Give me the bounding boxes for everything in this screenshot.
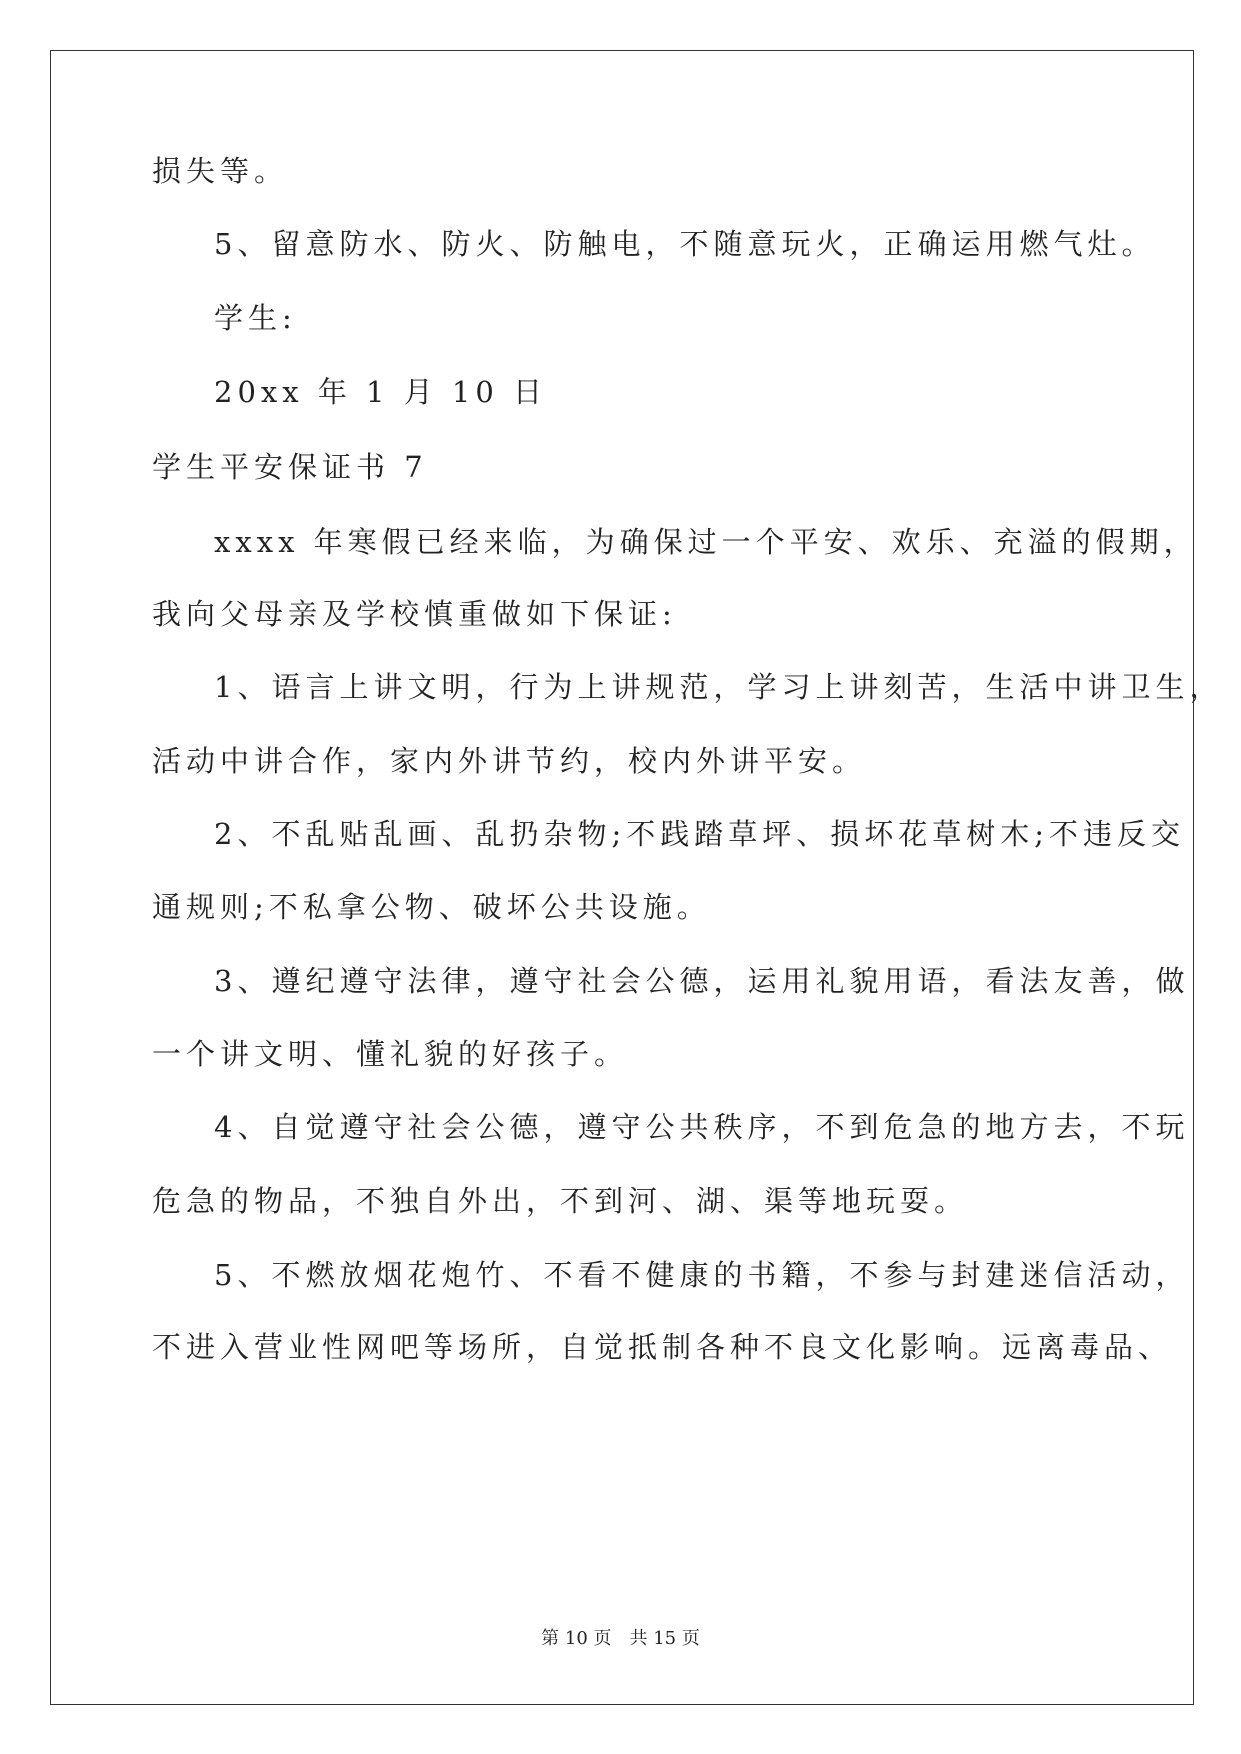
text-line-14: 4、自觉遵守社会公德，遵守公共秩序，不到危急的地方去，不玩 — [214, 1110, 1190, 1144]
text-line-7: 我向父母亲及学校慎重做如下保证: — [152, 597, 677, 631]
text-line-9: 活动中讲合作，家内外讲节约，校内外讲平安。 — [152, 744, 867, 778]
text-line-10: 2、不乱贴乱画、乱扔杂物;不践踏草坪、损坏花草树木;不违反交 — [214, 817, 1185, 851]
text-line-12: 3、遵纪遵守法律，遵守社会公德，运用礼貌用语，看法友善，做 — [214, 964, 1190, 998]
page-footer — [0, 1627, 1241, 1651]
section-heading: 学生平安保证书 7 — [152, 450, 428, 484]
text-line-8: 1、语言上讲文明，行为上讲规范，学习上讲刻苦，生活中讲卫生， — [214, 670, 1224, 704]
text-line-1: 损失等。 — [152, 154, 289, 188]
text-line-13: 一个讲文明、懂礼貌的好孩子。 — [152, 1037, 629, 1071]
text-line-17: 不进入营业性网吧等场所，自觉抵制各种不良文化影响。远离毒品、 — [152, 1330, 1173, 1364]
page-total: 共 15 页 — [629, 1628, 700, 1649]
text-line-11: 通规则;不私拿公物、破坏公共设施。 — [152, 890, 711, 924]
text-line-3: 学生: — [214, 301, 297, 335]
text-line-2: 5、留意防水、防火、防触电，不随意玩火，正确运用燃气灶。 — [214, 227, 1156, 261]
text-line-4: 20xx 年 1 月 10 日 — [214, 375, 548, 409]
text-line-15: 危急的物品，不独自外出，不到河、湖、渠等地玩耍。 — [152, 1184, 969, 1218]
page-number: 第 10 页 — [541, 1628, 612, 1649]
text-line-16: 5、不燃放烟花炮竹、不看不健康的书籍，不参与封建迷信活动， — [214, 1258, 1190, 1292]
text-line-6: xxxx 年寒假已经来临，为确保过一个平安、欢乐、充溢的假期， — [214, 525, 1198, 559]
